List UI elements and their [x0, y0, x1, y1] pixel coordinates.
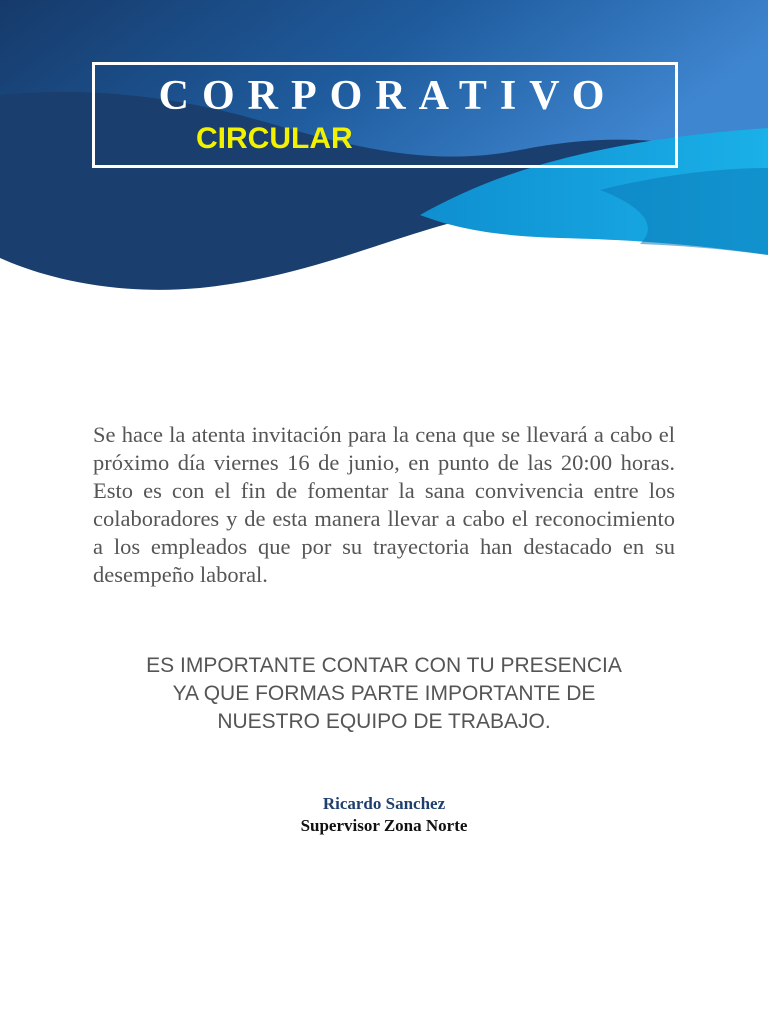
document-title: CORPORATIVO: [158, 73, 618, 119]
emphasis-message: [84, 652, 684, 736]
signer-name: Ricardo Sanchez: [322, 794, 446, 813]
emphasis-line: NUESTRO EQUIPO DE TRABAJO.: [217, 710, 551, 733]
signer-role: Supervisor Zona Norte: [300, 816, 468, 835]
title-frame: [92, 62, 678, 168]
emphasis-line: ES IMPORTANTE CONTAR CON TU PRESENCIA: [146, 654, 622, 677]
document-subtitle: CIRCULAR: [196, 122, 353, 155]
emphasis-line: YA QUE FORMAS PARTE IMPORTANTE DE: [172, 682, 596, 705]
invitation-paragraph: Se hace la atenta invitación para la cena que se llevará a cabo el próximo día viernes 16 de junio, en punto de las 20:00 horas. Esto es con el fin de fomentar la sana convivencia entre los colaboradores y de esta manera llevar a cabo el reconocimiento a los empleados que por su trayectoria han destacado en su desempeño laboral.: [93, 422, 675, 587]
